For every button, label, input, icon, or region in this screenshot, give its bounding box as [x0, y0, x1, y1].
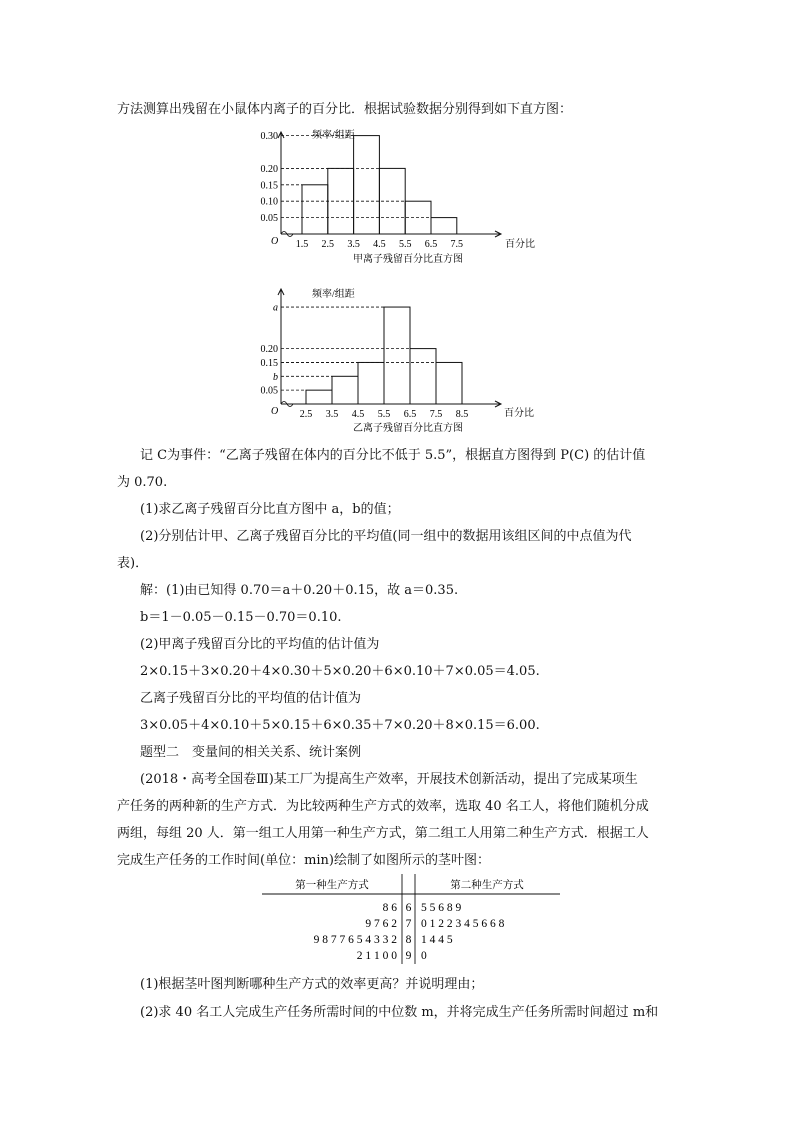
leaf-right: 1 4 4 5: [421, 934, 453, 946]
x-tick-label: 1.5: [295, 239, 309, 250]
stem-question-2: (2)求 40 名工人完成生产任务所需时间的中位数 m，并将完成生产任务所需时间超过 m和: [140, 1005, 659, 1020]
x-tick-label: 2.5: [321, 239, 335, 250]
stem-value: 9: [405, 950, 412, 962]
histogram-yi: [255, 283, 555, 435]
question-2-cont: 表)．: [117, 556, 149, 571]
leaf-right: 0 1 2 2 3 4 5 6 6 8: [421, 918, 505, 930]
histogram-bar: [354, 136, 380, 234]
solution-3: 乙离子残留百分比的平均值的估计值为: [140, 691, 362, 706]
x-tick-label: 4.5: [351, 409, 365, 420]
para-event: 记 C为事件：“乙离子残留在体内的百分比不低于 5.5”，根据直方图得到 P(C) 的估计值: [140, 448, 646, 463]
question-1: (1)求乙离子残留百分比直方图中 a，b的值；: [140, 502, 400, 517]
x-axis-label: 百分比: [505, 239, 535, 250]
left-header: 第一种生产方式: [295, 880, 369, 891]
intro-text: 方法测算出残留在小鼠体内离子的百分比．根据试验数据分别得到如下直方图：: [117, 102, 573, 117]
histogram-bar: [384, 307, 410, 404]
y-axis-label: 频率/组距: [312, 289, 355, 300]
histogram-bar: [431, 218, 457, 234]
problem-line-4: 完成生产任务的工作时间(单位：min)绘制了如图所示的茎叶图：: [117, 853, 491, 868]
x-tick-label: 7.5: [450, 239, 464, 250]
leaf-right: 5 5 6 8 9: [421, 902, 462, 914]
solution-1: 解：(1)由已知得 0.70＝a＋0.20＋0.15，故 a＝0.35.: [140, 583, 459, 598]
origin-label: O: [271, 236, 279, 247]
y-tick-label: 0.10: [260, 196, 278, 208]
solution-2: (2)甲离子残留百分比的平均值的估计值为: [140, 637, 380, 652]
y-tick-label: 0.20: [260, 344, 278, 356]
solution-b: b＝1－0.05－0.15－0.70＝0.10.: [140, 610, 342, 625]
x-tick-label: 6.5: [403, 409, 417, 420]
x-tick-label: 7.5: [429, 409, 443, 420]
histogram-bar: [358, 362, 384, 404]
y-tick-label: 0.05: [260, 385, 278, 397]
chart-caption: 乙离子残留百分比直方图: [353, 423, 463, 434]
y-tick-label: 0.15: [260, 180, 278, 192]
x-axis-label: 百分比: [504, 408, 534, 419]
y-tick-label: 0.15: [260, 357, 278, 369]
solution-2-calc: 2×0.15＋3×0.20＋4×0.30＋5×0.20＋6×0.10＋7×0.05＝4.05.: [140, 664, 540, 679]
x-tick-label: 2.5: [299, 409, 313, 420]
y-tick-label: 0.05: [260, 213, 278, 225]
stem-value: 8: [405, 934, 412, 946]
histogram-jia: [255, 122, 555, 270]
leaf-left: 9 8 7 7 6 5 4 3 3 2: [313, 934, 397, 946]
problem-line-3: 两组，每组 20 人．第一组工人用第一种生产方式，第二组工人用第二种生产方式．根据工人: [117, 826, 649, 841]
right-header: 第二种生产方式: [450, 880, 524, 891]
x-tick-label: 5.5: [398, 239, 412, 250]
histogram-bar: [436, 362, 462, 404]
leaf-left: 9 7 6 2: [365, 918, 397, 930]
histogram-bar: [410, 349, 436, 404]
histogram-bar: [332, 376, 358, 404]
section-title: 题型二 变量间的相关关系、统计案例: [140, 745, 362, 760]
y-axis-label: 频率/组距: [312, 130, 355, 141]
stem-value: 7: [405, 918, 412, 930]
x-tick-label: 3.5: [347, 239, 360, 250]
y-tick-label: 0.20: [260, 163, 278, 175]
para-event-cont: 为 0.70.: [117, 475, 168, 490]
stem-leaf-plot: [262, 874, 562, 966]
chart-caption: 甲离子残留百分比直方图: [353, 254, 463, 265]
stem-value: 6: [405, 902, 412, 914]
problem-line-1: (2018・高考全国卷Ⅲ)某工厂为提高生产效率，开展技术创新活动，提出了完成某项生: [140, 772, 638, 787]
solution-3-calc: 3×0.05＋4×0.10＋5×0.15＋6×0.35＋7×0.20＋8×0.15＝6.00.: [140, 718, 540, 733]
leaf-left: 2 1 1 0 0: [356, 950, 397, 962]
stem-question-1: (1)根据茎叶图判断哪种生产方式的效率更高？并说明理由；: [140, 977, 484, 992]
x-tick-label: 5.5: [377, 409, 391, 420]
x-tick-label: 8.5: [455, 409, 469, 420]
question-2: (2)分别估计甲、乙离子残留百分比的平均值(同一组中的数据用该组区间的中点值为代: [140, 529, 632, 544]
x-tick-label: 3.5: [325, 409, 339, 420]
x-tick-label: 4.5: [373, 239, 386, 250]
problem-line-2: 产任务的两种新的生产方式．为比较两种生产方式的效率，选取 40 名工人，将他们随机分成: [117, 799, 649, 814]
leaf-left: 8 6: [382, 902, 397, 914]
x-tick-label: 6.5: [424, 239, 438, 250]
leaf-right: 0: [421, 950, 427, 962]
origin-label: O: [271, 406, 279, 417]
y-tick-label: b: [273, 371, 278, 383]
y-tick-label: a: [273, 302, 278, 314]
y-tick-label: 0.30: [260, 131, 278, 143]
histogram-bar: [302, 185, 328, 234]
histogram-bar: [306, 390, 332, 404]
